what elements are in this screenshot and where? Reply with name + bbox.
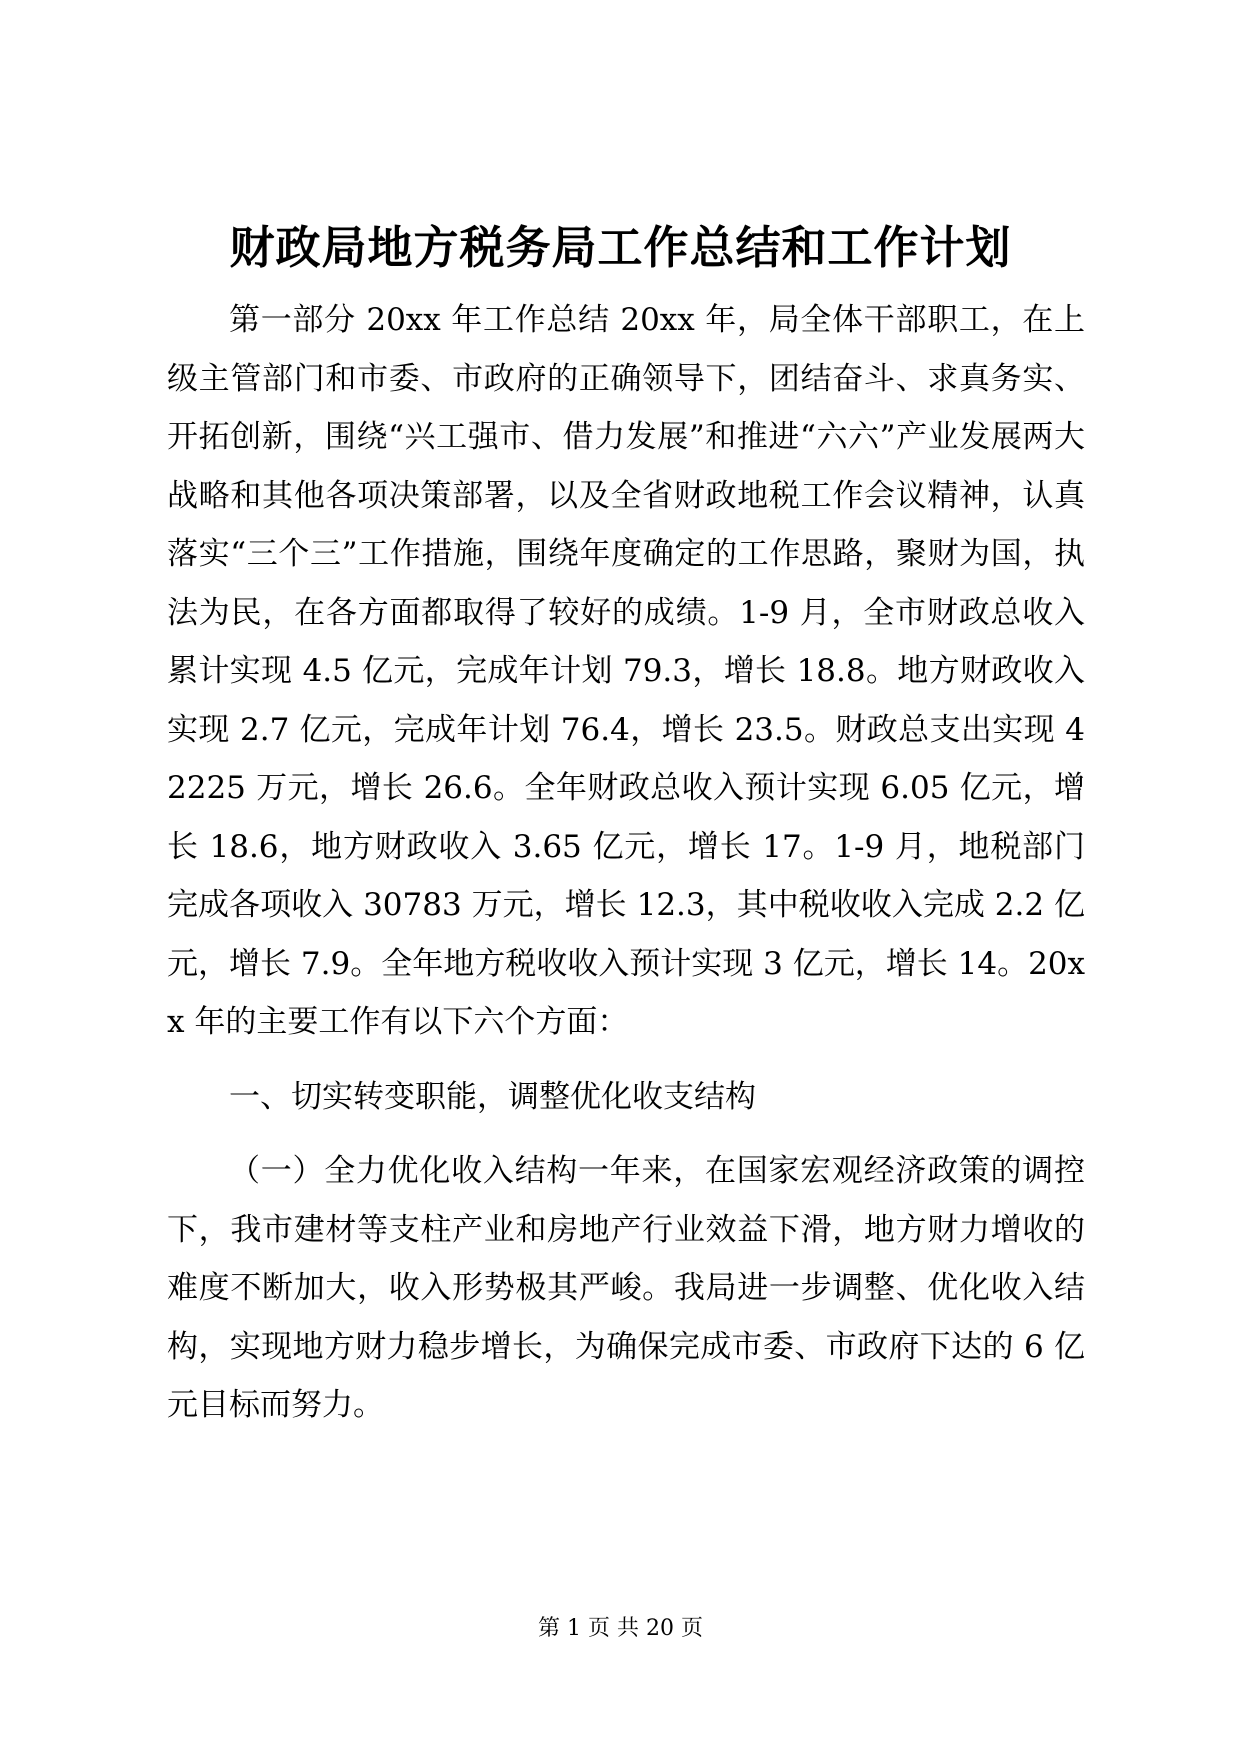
- document-title: 财政局地方税务局工作总结和工作计划: [229, 221, 1012, 274]
- page-number: 第 1 页 共 20 页: [538, 1616, 703, 1641]
- document-body: [167, 291, 1085, 1435]
- section-heading: 一、切实转变职能，调整优化收支结构: [229, 1078, 756, 1115]
- paragraph-summary: 第一部分 20xx 年工作总结 20xx 年，局全体干部职工，在上级主管部门和市委、市政府的正确领导下，团结奋斗、求真务实、开拓创新，围绕“兴工强市、借力发展”和推进“六六”产业发展两大战略和其他各项决策部署，以及全省财政地税工作会议精神，认真落实“三个三”工作措施，围绕年度确定的工作思路，聚财为国，执法为民，在各方面都取得了较好的成绩。1-9 月，全市财政总收入累计实现 4.5 亿元，完成年计划 79.3，增长 18.8。地方财政收入实现 2.7 亿元，完成年计划 76.4，增长 23.5。财政总支出实现 42225 万元，增长 26.6。全年财政总收入预计实现 6.05 亿元，增长 18.6，地方财政收入 3.65 亿元，增长 17。1-9 月，地税部门完成各项收入 30783 万元，增长 12.3，其中税收收入完成 2.2 亿元，增长 7.9。全年地方税收收入预计实现 3 亿元，增长 14。20xx 年的主要工作有以下六个方面：: [167, 302, 1086, 1040]
- paragraph-income-structure: （一）全力优化收入结构一年来，在国家宏观经济政策的调控下，我市建材等支柱产业和房地产行业效益下滑，地方财力增收的难度不断加大，收入形势极其严峻。我局进一步调整、优化收入结构，实现地方财力稳步增长，为确保完成市委、市政府下达的 6 亿元目标而努力。: [167, 1153, 1085, 1423]
